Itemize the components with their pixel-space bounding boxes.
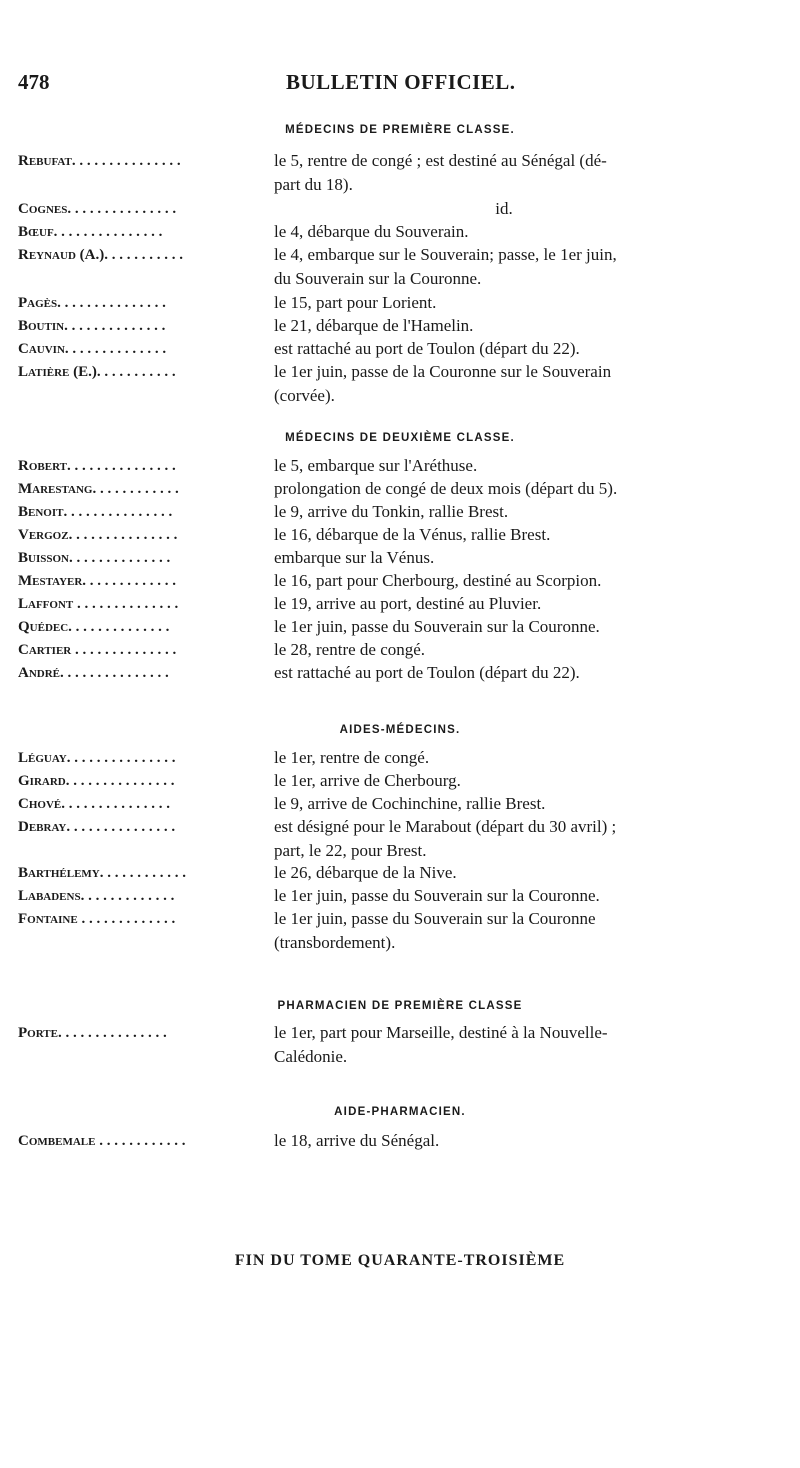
entry-name: Cartier . . . . . . . . . . . . . . [18, 642, 177, 658]
entry-text: le 5, embarque sur l'Aréthuse. [274, 456, 478, 475]
entry-name: Léguay. . . . . . . . . . . . . . . [18, 750, 176, 766]
entry-text: embarque sur la Vénus. [274, 548, 435, 567]
entry-text-continuation: (transbordement). [274, 933, 396, 952]
entry-name: Porte. . . . . . . . . . . . . . . [18, 1025, 167, 1041]
entry-text: le 15, part pour Lorient. [274, 293, 437, 312]
entry-text: le 28, rentre de congé. [274, 640, 426, 659]
entry-name: Buisson. . . . . . . . . . . . . . [18, 550, 171, 566]
entry-name: Cognes. . . . . . . . . . . . . . . [18, 201, 177, 217]
entry-name: Cauvin. . . . . . . . . . . . . . [18, 341, 167, 357]
entry-text: le 1er, arrive de Cherbourg. [274, 771, 461, 790]
entry-text: le 19, arrive au port, destiné au Pluvier. [274, 594, 542, 613]
entry-text: le 1er juin, passe du Souverain sur la Couronne [274, 909, 596, 928]
entry-name: Boutin. . . . . . . . . . . . . . [18, 318, 166, 334]
entry-name: Chové. . . . . . . . . . . . . . . [18, 796, 170, 812]
section-title: AIDES-MÉDECINS. [339, 724, 461, 736]
entry-text: le 9, arrive du Tonkin, rallie Brest. [274, 502, 509, 521]
entry-text: id. [495, 199, 513, 218]
entry-name: Marestang. . . . . . . . . . . . [18, 481, 179, 497]
entry-name: Fontaine . . . . . . . . . . . . . [18, 911, 176, 927]
entry-text: le 1er, rentre de congé. [274, 748, 430, 767]
entry-name: Girard. . . . . . . . . . . . . . . [18, 773, 175, 789]
entry-text: le 21, débarque de l'Hamelin. [274, 316, 474, 335]
entry-text: le 4, embarque sur le Souverain; passe, le 1er juin, [274, 245, 617, 264]
entry-text: est désigné pour le Marabout (départ du 30 avril) ; [274, 817, 617, 836]
page-header [18, 70, 782, 100]
entry-name: Reynaud (A.). . . . . . . . . . . [18, 247, 183, 263]
entry-text: le 1er juin, passe du Souverain sur la Couronne. [274, 886, 600, 905]
entry-name: Latière (E.). . . . . . . . . . . [18, 364, 176, 380]
entry-text-continuation: part, le 22, pour Brest. [274, 841, 427, 860]
entry-name: André. . . . . . . . . . . . . . . [18, 665, 169, 681]
entry-name: Labadens. . . . . . . . . . . . . [18, 888, 175, 904]
entry-name: Quédec. . . . . . . . . . . . . . [18, 619, 170, 635]
running-title: BULLETIN OFFICIEL. [286, 70, 516, 94]
entry-name: Robert. . . . . . . . . . . . . . . [18, 458, 176, 474]
section-title: MÉDECINS DE PREMIÈRE CLASSE. [285, 124, 515, 136]
closing-line: FIN DU TOME QUARANTE-TROISIÈME [234, 1252, 566, 1269]
entry-text-continuation: (corvée). [274, 386, 335, 405]
entry-text: le 1er juin, passe de la Couronne sur le Souverain [274, 362, 612, 381]
entry-text: est rattaché au port de Toulon (départ du 22). [274, 339, 580, 358]
entry-name: Mestayer. . . . . . . . . . . . . [18, 573, 177, 589]
entry-text-continuation: Calédonie. [274, 1047, 348, 1066]
entry-text: prolongation de congé de deux mois (départ du 5). [274, 479, 618, 498]
entry-text: le 1er juin, passe du Souverain sur la Couronne. [274, 617, 600, 636]
entry-name: Debray. . . . . . . . . . . . . . . [18, 819, 176, 835]
entry-text: est rattaché au port de Toulon (départ du 22). [274, 663, 580, 682]
entry-name: Pagès. . . . . . . . . . . . . . . [18, 295, 166, 311]
entry-name: Bœuf. . . . . . . . . . . . . . . [18, 224, 163, 240]
entry-name: Laffont . . . . . . . . . . . . . . [18, 596, 179, 612]
entry-text: le 9, arrive de Cochinchine, rallie Brest. [274, 794, 546, 813]
section-title: MÉDECINS DE DEUXIÈME CLASSE. [285, 432, 515, 444]
entry-text: le 16, débarque de la Vénus, rallie Brest. [274, 525, 551, 544]
section-title: AIDE-PHARMACIEN. [334, 1106, 466, 1118]
entry-name: Benoit. . . . . . . . . . . . . . . [18, 504, 173, 520]
entry-text: le 16, part pour Cherbourg, destiné au Scorpion. [274, 571, 602, 590]
entry-text: le 18, arrive du Sénégal. [274, 1131, 440, 1150]
entry-text-continuation: du Souverain sur la Couronne. [274, 269, 482, 288]
entry-name: Barthélemy. . . . . . . . . . . . [18, 865, 186, 881]
page-number: 478 [18, 70, 50, 94]
entry-text-continuation: part du 18). [274, 175, 353, 194]
entry-name: Rebufat. . . . . . . . . . . . . . . [18, 153, 181, 169]
entry-name: Combemale . . . . . . . . . . . . [18, 1133, 186, 1149]
entry-text: le 5, rentre de congé ; est destiné au Sénégal (dé- [274, 151, 607, 170]
entry-text: le 4, débarque du Souverain. [274, 222, 469, 241]
entry-text: le 1er, part pour Marseille, destiné à la Nouvelle- [274, 1023, 608, 1042]
entry-name: Vergoz. . . . . . . . . . . . . . . [18, 527, 178, 543]
entry-text: le 26, débarque de la Nive. [274, 863, 457, 882]
section-title: PHARMACIEN DE PREMIÈRE CLASSE [277, 1000, 523, 1012]
